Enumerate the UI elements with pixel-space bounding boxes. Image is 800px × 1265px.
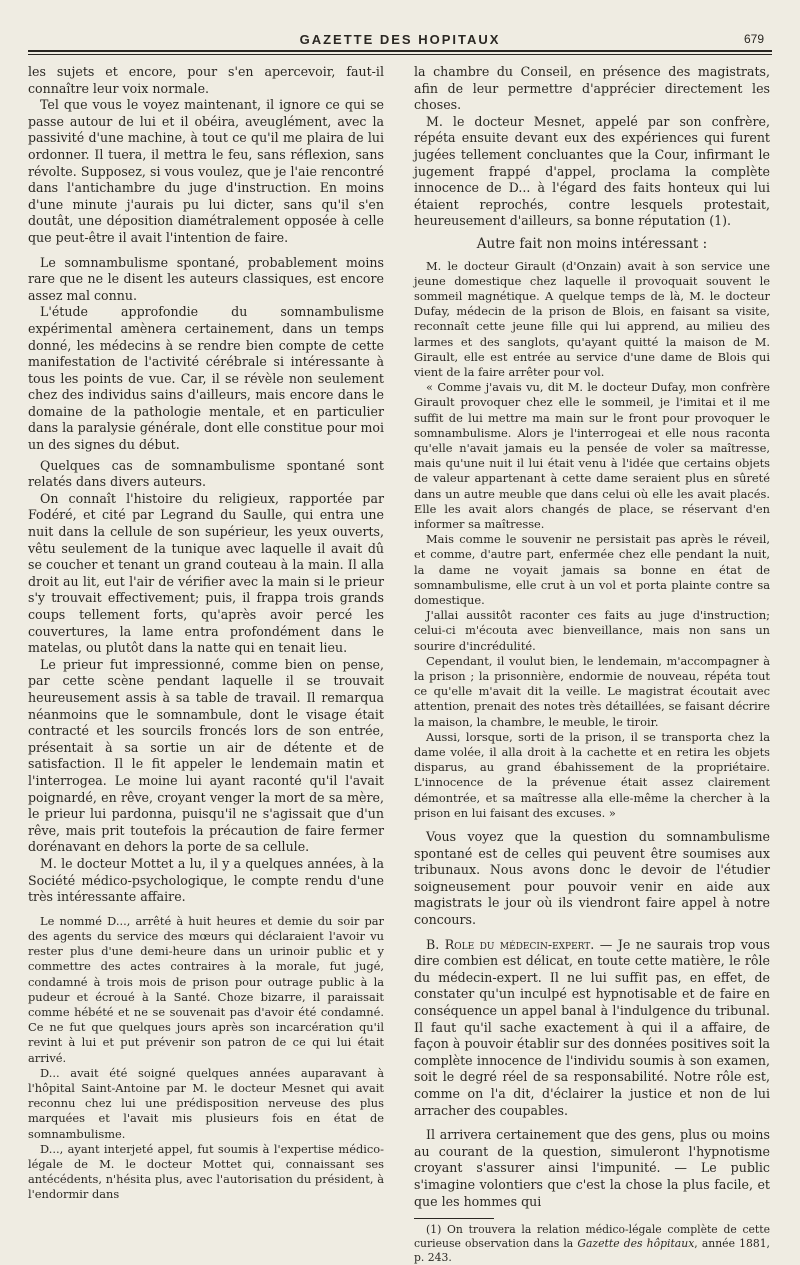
page-number: 679 [743, 32, 764, 46]
journal-title: GAZETTE DES HOPITAUX [299, 32, 501, 47]
right-column [414, 64, 770, 1265]
paragraph: la chambre du Conseil, en présence des magistrats, afin de leur permettre d'apprécier directement les choses. [414, 64, 770, 113]
header-rule-thin [28, 54, 772, 55]
paragraph: Le prieur fut impressionné, comme bien on pense, par cette scène pendant laquelle il se trouvait heureusement assis à sa table de travail. Il remarqua néanmoins que le somnambule, dont le visage était contracté et les sourcils froncés lors de son entrée, présentait à sa sortie un air de détente et de satisfaction. Il le fit appeler le lendemain matin et l'interrogea. Le moine lui ayant raconté qu'il l'avait poignardé, en rêve, croyant venger la mort de sa mère, le prieur lui pardonna, puisqu'il ne s'agissait que d'un rêve, mais prit toutefois la précaution de faire fermer dorénavant en dehors la porte de sa cellule. [28, 656, 384, 855]
section-label: B. Role du médecin-expert. [426, 936, 595, 952]
paragraph: « Comme j'avais vu, dit M. le docteur Dufay, mon confrère Girault provoquer chez elle le sommeil, je l'imitai et il me suffit de lui mettre ma main sur le front pour provoquer le somnambulisme. Alors je l'interrogeai et elle nous raconta qu'elle n'avait jamais eu la pensée de voler sa maîtresse, mais qu'une nuit il lui était venu à l'idée que certains objets de valeur appartenant à cette dame seraient plus en sûreté dans un autre meuble que dans celui où elle les avait placés. Elle les avait alors changés de place, se réservant d'en informer sa maîtresse. [414, 380, 770, 531]
section-heading: Autre fait non moins intéressant : [476, 235, 708, 252]
page-header [28, 12, 772, 52]
footnote-text-end: , année 1881, p. 243. [414, 1237, 770, 1265]
paragraph: Le nommé D..., arrêté à huit heures et demie du soir par des agents du service des mœurs qui déclaraient l'avoir vu rester plus d'une demi-heure dans un urinoir public et y commettre des actes contraires à la morale, fut jugé, condamné à trois mois de prison pour outrage public à la pudeur et écroué à la Santé. Choze bizarre, il paraissait comme hébété et ne se souvenait pas d'avoir été condamné. Ce ne fut que quelques jours après son incarcération qu'il revint à lui et put prévenir son patron de ce qui lui était arrivé. [28, 913, 384, 1065]
paragraph: M. le docteur Girault (d'Onzain) avait à son service une jeune domestique chez laquelle il provoquait souvent le sommeil magnétique. A quelque temps de là, M. le docteur Dufay, médecin de la prison de Blois, en faisant sa visite, reconnaît cette jeune fille qui lui apprend, au milieu des larmes et des sanglots, qu'ayant quitté la maison de M. Girault, elle est entrée au service d'une dame de Blois qui vient de la faire arrêter pour vol. [414, 258, 770, 379]
paragraph: Le somnambulisme spontané, probablement moins rare que ne le disent les auteurs classiques, est encore assez mal connu. [28, 254, 384, 303]
paragraph: M. le docteur Mottet a lu, il y a quelques années, à la Société médico-psychologique, le compte rendu d'une très intéressante affaire. [28, 855, 384, 905]
header-rule [28, 50, 772, 52]
paragraph: Cependant, il voulut bien, le lendemain, m'accompagner à la prison ; la prisonnière, endormie de nouveau, répéta tout ce qu'elle m'avait dit la veille. Le magistrat écoutait avec attention, prenait des notes très détaillées, se faisant décrire la maison, la chambre, le meuble, le tiroir. [414, 653, 770, 729]
footnote [414, 1223, 770, 1265]
paragraph: Il arrivera certainement que des gens, plus ou moins au courant de la question, simuleront l'hypnotisme croyant s'assurer ainsi l'impunité. — Le public s'imagine volontiers que c'est la chose la plus facile, et que les hommes qui [414, 1127, 770, 1209]
paragraph: Aussi, lorsque, sorti de la prison, il se transporta chez la dame volée, il alla droit à la cachette et en retira les objets disparus, au grand ébahissement de la propriétaire. L'innocence de la prévenue était assez clairement démontrée, et sa maîtresse alla elle-même la chercher à la prison en lui faisant des excuses. » [414, 729, 770, 820]
section-paragraph [414, 937, 770, 1120]
paragraph: D..., ayant interjeté appel, fut soumis à l'expertise médico-légale de M. le docteur Mottet qui, connaissant ses antécédents, n'hésita plus, avec l'autorisation du président, à l'endormir dans [28, 1141, 384, 1202]
paragraph: Tel que vous le voyez maintenant, il ignore ce qui se passe autour de lui et il obéira, aveuglément, avec la passivité d'une machine, à tout ce qu'il me plaira de lui ordonner. Il tuera, il mettra le feu, sans réflexion, sans révolte. Supposez, si vous voulez, que je l'aie rencontré dans l'antichambre du juge d'instruction. En moins d'une minute j'aurais pu lui dicter, sans qu'il s'en doutât, une déposition diamétralement opposée à celle que peut-être il avait l'intention de faire. [28, 97, 384, 245]
left-column [28, 64, 385, 1202]
paragraph: D... avait été soigné quelques années auparavant à l'hôpital Saint-Antoine par M. le docteur Mesnet qui avait reconnu chez lui une prédisposition nerveuse des plus marquées et l'avait mis plusieurs fois en état de somnambulisme. [28, 1065, 384, 1141]
paragraph: Quelques cas de somnambulisme spontané sont relatés dans divers auteurs. [28, 457, 384, 490]
footnote-journal: Gazette des hôpitaux [577, 1237, 695, 1251]
paragraph: les sujets et encore, pour s'en apercevoir, faut-il connaître leur voix normale. [28, 64, 384, 96]
paragraph: On connaît l'histoire du religieux, rapportée par Fodéré, et cité par Legrand du Saulle, qui entra une nuit dans la cellule de son supérieur, les yeux ouverts, vêtu seulement de la tunique avec laquelle il avait dû se coucher et tenant un grand couteau à la main. Il alla droit au lit, eut l'air de vérifier avec la main si le prieur s'y trouvait effectivement; puis, il frappa trois grands coups tellement forts, qu'après avoir percé les couvertures, la lame entra profondément dans le matelas, ou plutôt dans la natte qui en tenait lieu. [28, 490, 384, 656]
section-text: — Je ne saurais trop vous dire combien est délicat, en toute cette matière, le rôle du médecin-expert. Il ne lui suffit pas, en effet, de constater qu'un inculpé est hypnotisable et de faire en conséquence un appel banal à l'indulgence du tribunal. Il faut qu'il sache exactement à qui il a affaire, de façon à pouvoir établir sur des données positives soit la complète innocence de l'individu soumis à son examen, soit le degré réel de sa responsabilité. Notre rôle est, comme on l'a dit, d'éclairer la justice et non de lui arracher des coupables. [414, 936, 770, 1118]
paragraph: L'étude approfondie du somnambulisme expérimental amènera certainement, dans un temps donné, les médecins à se rendre bien compte de cette manifestation de l'activité cérébrale si intéressante à tous les points de vue. Car, il se révèle non seulement chez des individus sains d'ailleurs, mais encore dans le domaine de la pathologie mentale, et en particulier dans la paralysie générale, dont elle constitue pour moi un des signes du début. [28, 304, 385, 453]
paragraph: Vous voyez que la question du somnambulisme spontané est de celles qui peuvent être soumises aux tribunaux. Nous avons donc le devoir de l'étudier soigneusement pour pouvoir venir en aide aux magistrats le jour où ils viendront faire appel à notre concours. [414, 829, 770, 928]
paragraph: M. le docteur Mesnet, appelé par son confrère, répéta ensuite devant eux des expériences qui furent jugées tellement concluantes que la Cour, infirmant le jugement frappé d'appel, proclama la complète innocence de D... à l'égard des faits honteux qui lui étaient reprochés, contre lesquels protestait, heureusement d'ailleurs, sa bonne réputation (1). [414, 113, 770, 229]
footnote-rule [414, 1218, 494, 1219]
paragraph: Mais comme le souvenir ne persistait pas après le réveil, et comme, d'autre part, enfermée chez elle pendant la nuit, la dame ne voyait jamais sa bonne en état de somnambulisme, elle crut à un vol et porta plainte contre sa domestique. [414, 532, 770, 607]
footnote-text: (1) On trouvera la relation médico-légale complète de cette curieuse observation dans la [414, 1223, 770, 1251]
paragraph: J'allai aussitôt raconter ces faits au juge d'instruction; celui-ci m'écouta avec bienveillance, mais non sans un sourire d'incrédulité. [414, 608, 770, 653]
